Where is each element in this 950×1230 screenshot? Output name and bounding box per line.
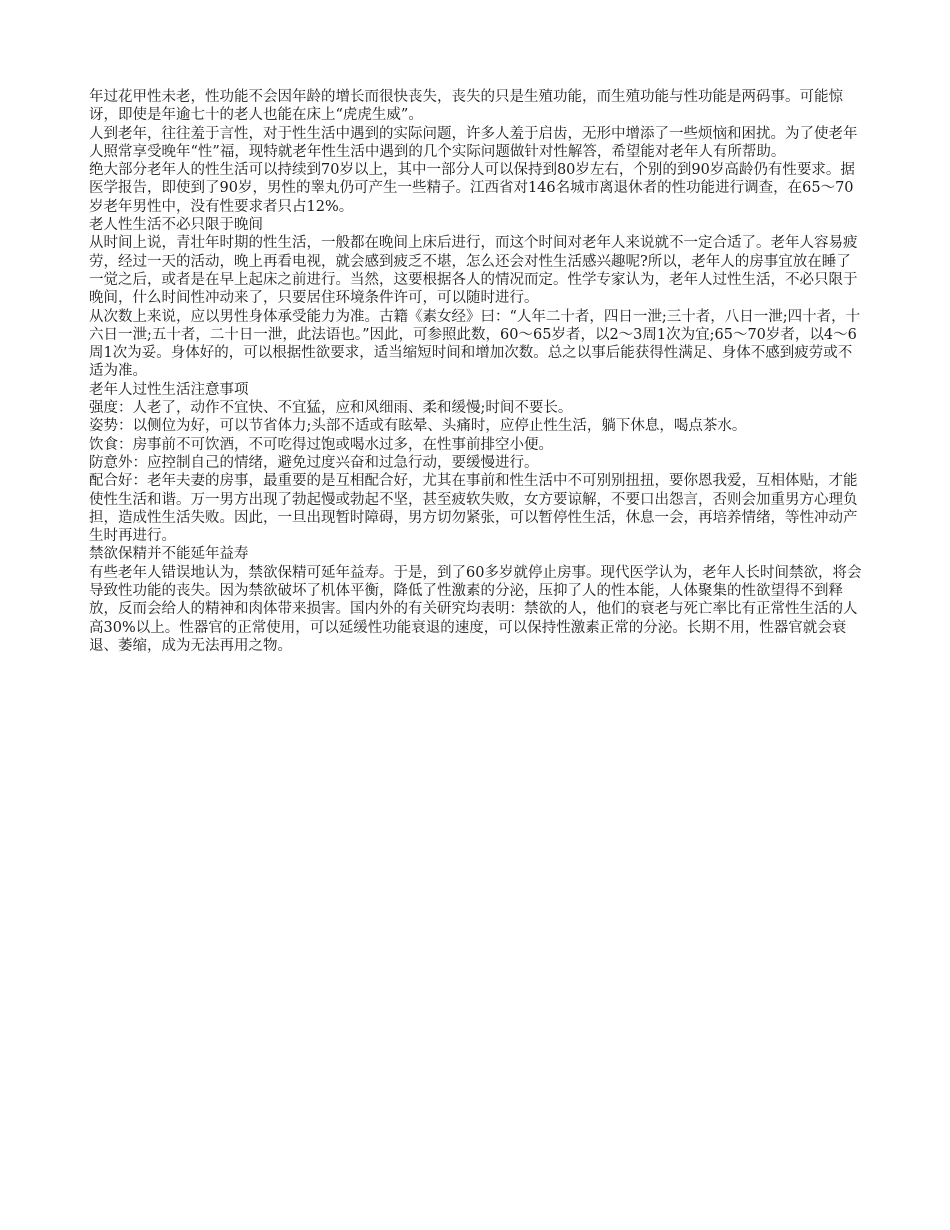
section-heading-timing: 老人性生活不必只限于晚间 bbox=[89, 217, 263, 234]
paragraph-diet: 饮食：房事前不可饮酒，不可吃得过饱或喝水过多，在性事前排空小便。 bbox=[89, 436, 553, 453]
paragraph-shyness: 人到老年，往往羞于言性，对于性生活中遇到的实际问题，许多人羞于启齿，无形中增添了一些烦恼和困扰。为了使老年人照常享受晚年“性”福，现特就老年性生活中遇到的几个实际问题做针对性解答，希望能对老年人有所帮助。 bbox=[89, 125, 858, 160]
paragraph-intro: 年过花甲性未老，性功能不会因年龄的增长而很快丧失，丧失的只是生殖功能，而生殖功能与性功能是两码事。可能惊讶，即使是年逾七十的老人也能在床上“虎虎生威”。 bbox=[89, 89, 843, 124]
paragraph-timing: 从时间上说，青壮年时期的性生活，一般都在晚间上床后进行，而这个时间对老年人来说就不一定合适了。老年人容易疲劳，经过一天的活动，晚上再看电视，就会感到疲乏不堪，怎么还会对性生活感兴趣呢?所以，老年人的房事宜放在睡了一觉之后，或者是在早上起床之前进行。当然，这要根据各人的情况而定。性学专家认为，老年人过性生活，不必只限于晚间，什么时间性冲动来了，只要居住环境条件许可，可以随时进行。 bbox=[89, 235, 858, 307]
paragraph-posture: 姿势：以侧位为好，可以节省体力;头部不适或有眩晕、头痛时，应停止性生活，躺下休息，喝点茶水。 bbox=[89, 418, 747, 435]
paragraph-accident-prevention: 防意外：应控制自己的情绪，避免过度兴奋和过急行动，要缓慢进行。 bbox=[89, 454, 539, 471]
paragraph-abstinence: 有些老年人错误地认为，禁欲保精可延年益寿。于是，到了60多岁就停止房事。现代医学认为，老年人长时间禁欲，将会导致性功能的丧失。因为禁欲破坏了机体平衡，降低了性激素的分泌，压抑了人的性本能，人体聚集的性欲望得不到释放，反而会给人的精神和肉体带来损害。国内外的有关研究均表明：禁欲的人，他们的衰老与死亡率比有正常性生活的人高30%以上。性器官的正常使用，可以延缓性功能衰退的速度，可以保持性激素正常的分泌。长期不用，性器官就会衰退、萎缩，成为无法再用之物。 bbox=[89, 564, 862, 654]
paragraph-intensity: 强度：人老了，动作不宜快、不宜猛，应和风细雨、柔和缓慢;时间不要长。 bbox=[89, 400, 573, 417]
paragraph-frequency: 从次数上来说，应以男性身体承受能力为准。古籍《素女经》曰：“人年二十者，四日一泄;三十者，八日一泄;四十者，十六日一泄;五十者，二十日一泄，此法语也。”因此，可参照此数，60～65岁者，以2～3周1次为宜;65～70岁者，以4～6周1次为妥。身体好的，可以根据性欲要求，适当缩短时间和增加次数。总之以事后能获得性满足、身体不感到疲劳或不适为准。 bbox=[89, 308, 861, 380]
paragraph-cooperation: 配合好：老年夫妻的房事，最重要的是互相配合好，尤其在事前和性生活中不可别别扭扭，要你恩我爱，互相体贴，才能使性生活和谐。万一男方出现了勃起慢或勃起不坚，甚至疲软失败，女方要谅解，不要口出怨言，否则会加重男方心理负担，造成性生活失败。因此，一旦出现暂时障碍，男方切勿紧张，可以暂停性生活，休息一会，再培养情绪，等性冲动产生时再进行。 bbox=[89, 473, 858, 545]
section-heading-precautions: 老年人过性生活注意事项 bbox=[89, 381, 249, 398]
document-body bbox=[89, 88, 864, 655]
paragraph-age-statistics: 绝大部分老年人的性生活可以持续到70岁以上，其中一部分人可以保持到80岁左右，个别的到90岁高龄仍有性要求。据医学报告，即使到了90岁，男性的睾丸仍可产生一些精子。江西省对146名城市离退休者的性功能进行调查，在65～70岁老年男性中，没有性要求者只占12%。 bbox=[89, 162, 855, 215]
section-heading-abstinence: 禁欲保精并不能延年益寿 bbox=[89, 546, 249, 563]
